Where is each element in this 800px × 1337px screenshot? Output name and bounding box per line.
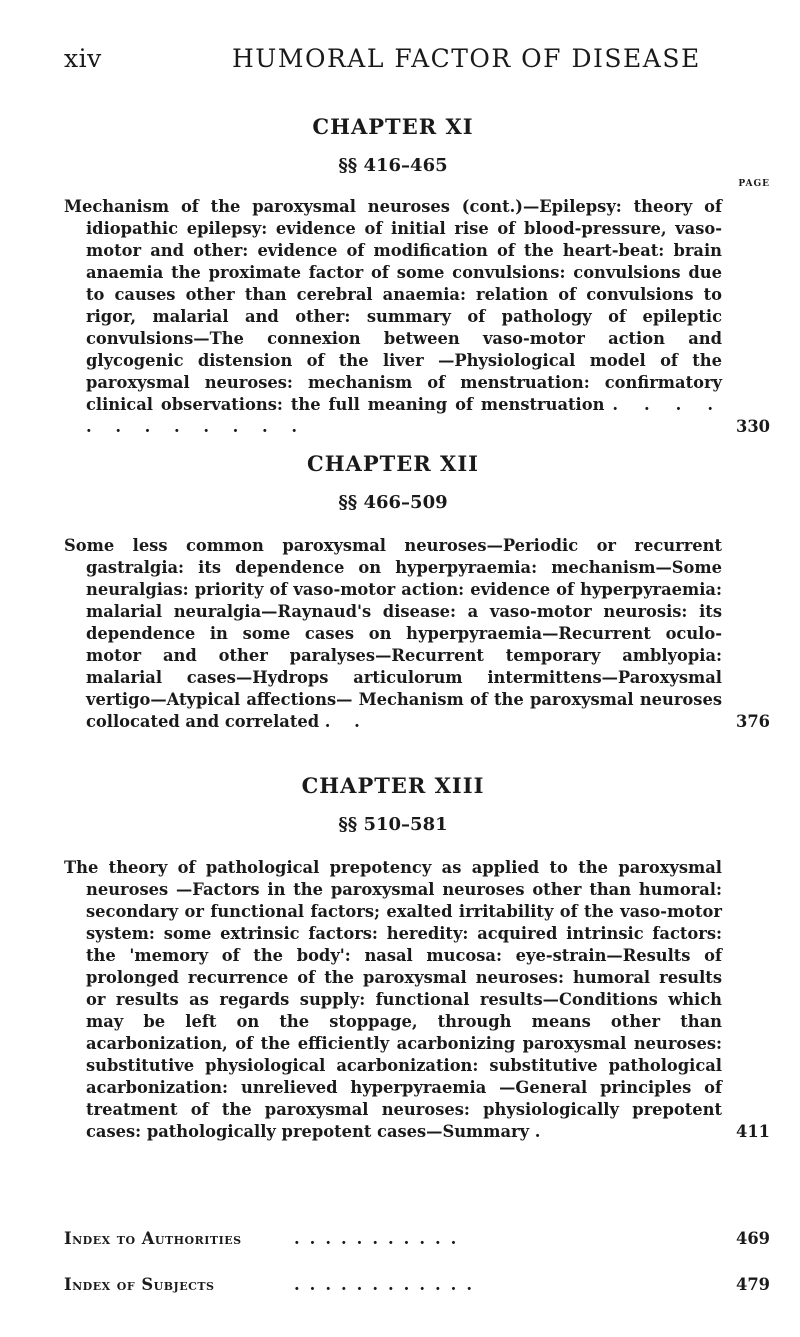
- page-column-label: PAGE: [738, 179, 770, 189]
- index-subjects-line: [64, 1275, 770, 1299]
- dot-leaders: ...........: [294, 1229, 467, 1248]
- page-folio: xiv: [64, 44, 102, 73]
- chapter-summary: [64, 857, 770, 1143]
- chapter-title: CHAPTER XIII: [301, 773, 485, 798]
- page-number: 411: [736, 1122, 770, 1141]
- page-number: 479: [736, 1275, 770, 1294]
- chapter-sections: §§ 466–509: [338, 492, 448, 513]
- page-number: 330: [736, 417, 770, 436]
- chapter-summary: [64, 535, 770, 733]
- chapter-title: CHAPTER XII: [307, 451, 479, 476]
- page-number: 376: [736, 712, 770, 731]
- dot-leaders: .: [534, 1122, 550, 1141]
- index-label: Index of Subjects: [64, 1275, 215, 1294]
- chapter-11: [64, 114, 770, 454]
- summary-text: The theory of pathological prepotency as applied to the paroxysmal neuroses —Factors in the paroxysmal neuroses other than humoral: secondary or functional factors; exalted irritability of the vaso-motor system: some extrinsic factors: heredity: acquired intrinsic factors: the 'memory of the body': nasal mucosa: eye-strain—Results of prolonged recurrence of the paroxysmal neuroses: humoral results or results as regards supply: functional results—Conditions which may be left on the stoppage, through means other than acarbonization, of the efficiently acarbonizing paroxysmal neuroses: substitutive physiological acarbonization: substitutive pathological acarbonization: unrelieved hyperpyraemia —General principles of treatment of the paroxysmal neuroses: physiologically prepotent cases: pathologically prepotent cases—Summary: [64, 858, 722, 1141]
- dot-leaders: . .: [324, 712, 369, 731]
- chapter-sections: §§ 510–581: [338, 814, 448, 835]
- index-authorities-line: [64, 1229, 770, 1253]
- chapter-12: [64, 451, 770, 749]
- page-number: 469: [736, 1229, 770, 1248]
- running-head: [64, 44, 720, 78]
- summary-text: Some less common paroxysmal neuroses—Periodic or recurrent gastralgia: its dependence on hyperpyraemia: mechanism—Some neuralgias: priority of vaso-motor action: evidence of hyperpyraemia: malarial neuralgia—Raynaud's disease: a vaso-motor neurosis: its dependence in some cases on hyperpyraemia—Recurrent oculo-motor and other paralyses—Recurrent temporary amblyopia: malarial cases—Hydrops articulorum intermittens—Paroxysmal vertigo—Atypical affections— Mechanism of the paroxysmal neuroses collocated and correlated: [64, 536, 722, 731]
- running-title: HUMORAL FACTOR OF DISEASE: [232, 44, 701, 73]
- chapter-13: [64, 773, 770, 1159]
- index-label: Index to Authorities: [64, 1229, 242, 1248]
- dot-leaders: . . . . . . . . . . . .: [86, 395, 722, 436]
- dot-leaders: ............: [294, 1275, 483, 1294]
- summary-text: Mechanism of the paroxysmal neuroses (cont.)—Epilepsy: theory of idiopathic epilepsy: evidence of initial rise of blood-pressure, vaso-motor and other: evidence of modification of the heart-beat: brain anaemia the proximate factor of some convulsions: convulsions due to causes other than cerebral anaemia: relation of convulsions to rigor, malarial and other: summary of pathology of epileptic convulsions—The connexion between vaso-motor action and glycogenic distension of the liver —Physiological model of the paroxysmal neuroses: mechanism of menstruation: confirmatory clinical observations: the full meaning of menstruation: [64, 197, 722, 414]
- chapter-title: CHAPTER XI: [312, 114, 474, 139]
- chapter-summary: [64, 196, 770, 438]
- chapter-sections: §§ 416–465: [338, 155, 448, 176]
